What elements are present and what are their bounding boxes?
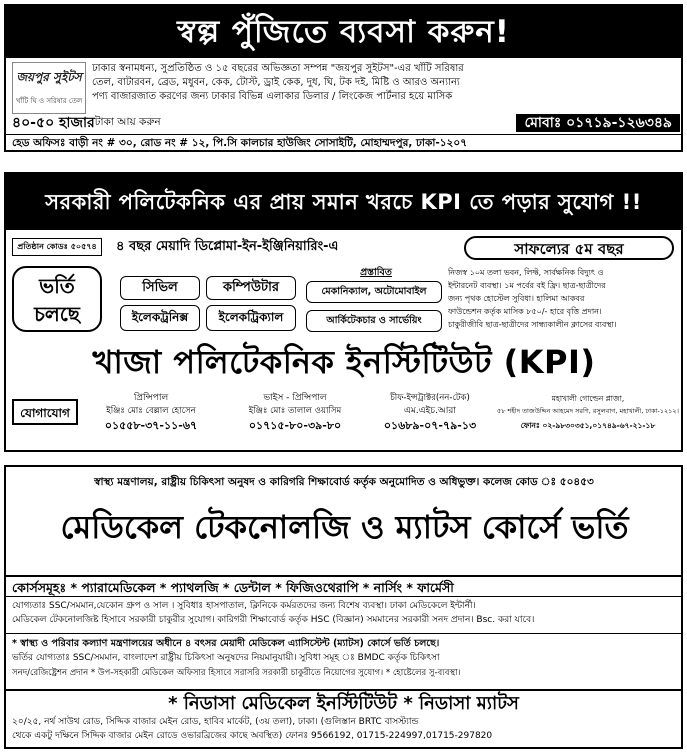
address-line-2: ৫৮ শহীদ তাজউদ্দিন আহমেদ সরণি, রসুলবাগ, মহাখালী, ঢাকা-১২১২। [497, 407, 679, 415]
success-badge: সাফল্যের ৫ম বছর [464, 236, 674, 260]
contact-phone: ০১৫৫৮-৩৭-১১-৬৭ [104, 419, 198, 432]
contact-name: এম.এইচ.আরা [403, 406, 456, 416]
proposed-architecture: আর্কিটেকচার ও সার্ভেয়িং [306, 310, 442, 332]
admission-line-1: ভর্তি [39, 274, 75, 298]
jaipur-sweets-logo [12, 62, 86, 114]
mats-line-2: ভর্তির যোগ্যতাঃ SSC/সমমান, বাংলাদেশ রাষ্ট্রীয় চিকিৎসা অনুষদের নিয়মানুযায়ী। সুবিধা সমূহ ঃ BMDC কর্তৃক চিকিৎসা [12, 653, 440, 663]
kpi-address [496, 392, 680, 434]
admission-line-2: চলছে [34, 302, 80, 326]
feature-line-3: জন্য পৃথক হোস্টেল সুবিধা। হালিমা আকবর [448, 294, 585, 303]
contact-principal [82, 392, 220, 434]
proposed-mechanical: মেকানিক্যাল, অটোমোবাইল [306, 281, 442, 303]
business-ad-headline: স্বল্প পুঁজিতে ব্যবসা করুন! [6, 6, 681, 58]
contact-name: ইঞ্জিঃ মোঃ বেল্লাল হোসেন [106, 406, 196, 416]
kpi-features [448, 266, 680, 331]
nidasa-footer-name: * নিডাসা মেডিকেল ইনস্টিটিউট * নিডাসা ম্যাটস [6, 689, 681, 715]
mobile-number: মোবাঃ ০১৭১৯-১২৬৩৪৯ [516, 114, 680, 132]
admission-badge [12, 266, 102, 332]
institute-name: খাজা পলিটেকনিক ইনস্টিটিউট (KPI) [92, 343, 596, 381]
logo-text: জয়পুর সুইটস [16, 70, 82, 84]
footer-address-line-1: ২০/২৫, নর্থ সাউথ রোড, সিদ্দিক বাজার মেইন রোড, হাবিব মার্কেট, (৩য় তলা), ঢাকা। (গুলিস্তান BRTC বাসস্ট্যান্ড [12, 717, 419, 727]
logo-subtext: খাঁটি ঘি ও সরিষার তেল [15, 97, 83, 105]
business-ad [4, 4, 683, 152]
contact-phone: ০১৬৮৯-০৭-৭৯-১৩ [383, 419, 477, 432]
nidasa-headline: মেডিকেল টেকনোলজি ও ম্যাটস কোর্সে ভর্তি [60, 508, 629, 546]
department-civil: সিভিল [120, 276, 200, 300]
feature-line-4: ফাউন্ডেশন কর্তৃক মাসিক ৮৫০/- হারে বৃত্তি প্রদান। [448, 307, 602, 316]
earning-suffix: টাকা আয় করুন [94, 115, 161, 128]
nidasa-footer-address [12, 715, 678, 743]
eligibility-block [12, 599, 678, 627]
contact-title: ভাইস - প্রিন্সিপাল [263, 393, 327, 403]
proposed-label: প্রস্তাবিত [360, 267, 392, 278]
institute-code: প্রতিষ্ঠান কোডঃ ৫০৫৭৪ [12, 238, 102, 256]
feature-line-2: ইন্টারনেট ব্যবস্থা। ১ম পর্বের বই ফ্রি। ছাত্র-ছাত্রীদের [448, 281, 606, 290]
kpi-ad [4, 172, 683, 452]
earning-row [12, 114, 680, 132]
contact-title: প্রিন্সিপাল [133, 393, 169, 403]
footer-address-line-2: থেকে একটু দক্ষিনে সিদ্দিক বাজার মেইন রোডে ওভারব্রিজের কাছে অবস্থিত) ফোনঃ 9566192, 01715-224997,01715-297820 [12, 731, 493, 741]
nidasa-ad [4, 465, 683, 749]
mats-line-3: সনদ/রেজিষ্ট্রেশন প্রদান * উপ-সহকারী মেডিকেল অফিসার হিসাবে সরাসরি সরকারী চাকুরীতে নিয়োগের সুযোগ। * হোষ্টেলের সু-ব্যবস্থা। [12, 668, 461, 678]
feature-line-1: নিজস্ব ১০ম তলা ভবন, লিফ্ট, সার্বক্ষনিক বিদ্যুৎ ও [448, 268, 604, 277]
body-line-1: ঢাকার স্বনামধন্য, সুপ্রতিষ্ঠিত ও ১৫ বছরের অভিজ্ঞতা সম্পন্ন "জয়পুর সুইটস"-এর খাঁটি সরিষার [92, 63, 464, 74]
business-ad-body [92, 62, 680, 104]
mats-line-1: * স্বাস্থ্য ও পরিবার কল্যাণ মন্ত্রণালয়ের অধীনে ৪ বৎসর মেয়াদী মেডিকেল এ্যাসিস্টেন্ট (ম্যাটস) কোর্সে ভর্তি চলছে। [12, 638, 440, 649]
department-electronics: ইলেকট্রনিক্স [120, 305, 200, 331]
body-line-3: পণ্য বাজারজাত করণের জন্য ঢাকার বিভিন্ন এলাকার ডিলার / লিংকেজ পার্টনার হয়ে মাসিক [92, 91, 453, 102]
contact-chief-instructor [368, 392, 492, 434]
earning-amount: ৪০-৫০ হাজার [12, 115, 95, 131]
department-electrical: ইলেকট্রিক্যাল [206, 305, 296, 331]
body-line-2: তেল, বাটারবন, ব্রেড, মধুবন, কেক, টোস্ট, ড্রাই কেক, দুধ, ঘি, টক দই, মিষ্টি ও আরও অন্যান্য [92, 77, 460, 88]
address-line-3: ফোনঃ ০২-৯৮৩০৩৫১,০১৭৪৯-৬৭-২১-১৮ [520, 421, 656, 430]
department-computer: কম্পিউটার [206, 276, 296, 300]
mats-block [6, 633, 681, 681]
kpi-ad-headline: সরকারী পলিটেকনিক এর প্রায় সমান খরচে KPI তে পড়ার সুযোগ !! [6, 174, 681, 230]
contact-vice-principal [226, 392, 364, 434]
contact-name: ইঞ্জিঃ মোঃ তালাল ওয়াসিম [248, 406, 342, 416]
contact-phone: ০১৭১৫-৮০-৩৯-৮০ [248, 419, 342, 432]
diploma-course-title: ৪ বছর মেয়াদি ডিপ্লোমা-ইন-ইঞ্জিনিয়ারিং-এ [116, 239, 339, 254]
courses-line: কোর্সসমূহঃ * প্যারামেডিকেল * প্যাথলজি * ডেন্টাল * ফিজিওথেরাপি * নার্সিং * ফার্মেসী [6, 575, 681, 597]
head-office-address: হেড অফিসঃ বাড়ী নং # ৩০, রোড নং # ১২, পি.সি কালচার হাউজিং সোসাইটি, মোহাম্মদপুর, ঢাকা-১২০৭ [6, 134, 681, 150]
eligibility-line-2: মেডিকেল টেকনোলজিষ্ট হিসাবে সরকারী চাকুরীর সুযোগ। কারিগরী শিক্ষাবোর্ড কর্তৃক HSC (বিজ্ঞান) সমমানের সরকারী সনদ প্রদান। Bsc. করা যাবে। [12, 615, 535, 625]
eligibility-line-1: যোগ্যতাঃ SSC/সমমান,যেকোন গ্রুপ ও সাল । সুবিধাঃ হাসপাতাল, ক্লিনিকে কর্মরতদের জন্য বিশেষ ব্যবস্থা। ঢাকা মেডিকেলে ইন্টার্নী। [12, 601, 476, 611]
contact-title: চীফ-ইন্সট্রাক্টর(নন-টেক) [390, 393, 470, 403]
contact-label: যোগাযোগ [12, 399, 78, 425]
feature-line-5: চাকুরীজীবি ছাত্র-ছাত্রীদের সান্ধ্যকালীন ক্লাসের ব্যবস্থা। [448, 320, 617, 329]
address-line-1: মহাখালী গোল্ডেন প্লাজা, [551, 394, 625, 403]
approval-line: স্বাস্থ্য মন্ত্রণালয়, রাষ্ট্রীয় চিকিৎসা অনুষদ ও কারিগরি শিক্ষাবোর্ড কর্তৃক অনুমোদিত ও অধিভুক্ত। কলেজ কোড ঃ ৫০৪৫৩ [94, 476, 594, 488]
